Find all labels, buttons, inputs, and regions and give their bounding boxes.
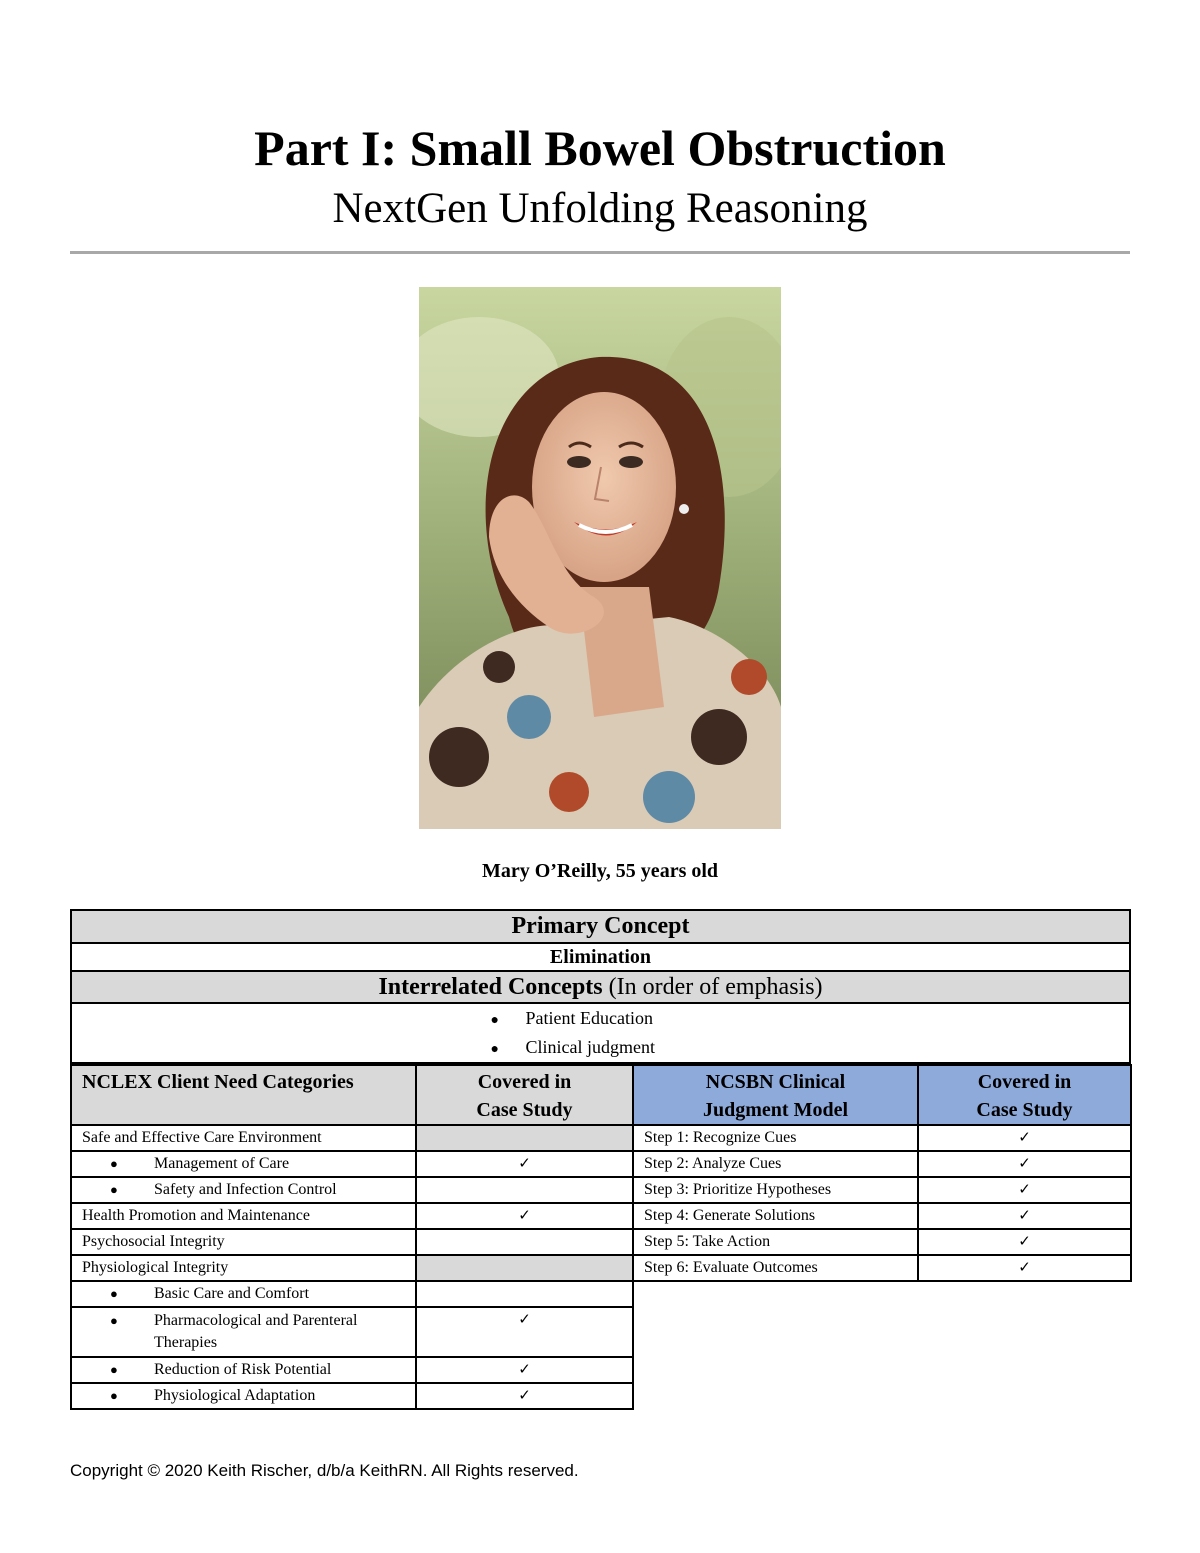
nclex-category-cell: Health Promotion and Maintenance	[71, 1203, 416, 1229]
nclex-category-cell: Psychosocial Integrity	[71, 1229, 416, 1255]
interrelated-label: Interrelated Concepts	[378, 974, 603, 1000]
empty-check-cell	[416, 1125, 633, 1151]
table-row	[71, 1281, 1131, 1307]
bullet-icon: ●	[110, 1313, 118, 1328]
table-row	[71, 1151, 1131, 1177]
table-row	[71, 1255, 1131, 1281]
ncsbn-step-cell: Step 6: Evaluate Outcomes	[633, 1255, 918, 1281]
nclex-category-cell: Physiological Integrity	[71, 1255, 416, 1281]
bullet-icon: ●	[110, 1286, 118, 1301]
nclex-category-cell: ● Safety and Infection Control	[71, 1177, 416, 1203]
nclex-category-cell: Safe and Effective Care Environment	[71, 1125, 416, 1151]
covered-header-a: Covered in Case Study	[416, 1065, 633, 1125]
empty-check-cell	[416, 1229, 633, 1255]
empty-cell	[633, 1307, 1131, 1357]
table-row	[71, 1177, 1131, 1203]
empty-check-cell	[416, 1177, 633, 1203]
ncsbn-step-cell: Step 5: Take Action	[633, 1229, 918, 1255]
interrelated-concepts-list	[71, 1003, 1130, 1063]
nclex-header: NCLEX Client Need Categories	[71, 1065, 416, 1125]
concept-table	[70, 909, 1131, 1064]
list-item: ● Clinical judgment	[491, 1033, 711, 1062]
title-divider	[70, 251, 1130, 254]
empty-check-cell	[416, 1255, 633, 1281]
list-item: ● Patient Education	[491, 1004, 711, 1033]
checkmark-icon: ✓	[416, 1203, 633, 1229]
checkmark-icon: ✓	[918, 1255, 1131, 1281]
bullet-icon: ●	[110, 1362, 118, 1377]
patient-photo	[419, 287, 781, 829]
ncsbn-step-cell: Step 1: Recognize Cues	[633, 1125, 918, 1151]
table-row	[71, 1203, 1131, 1229]
bullet-icon: ●	[110, 1388, 118, 1403]
empty-cell	[633, 1357, 1131, 1383]
checkmark-icon: ✓	[416, 1383, 633, 1409]
checkmark-icon: ✓	[918, 1151, 1131, 1177]
bullet-icon: ●	[110, 1182, 118, 1197]
ncsbn-step-cell: Step 4: Generate Solutions	[633, 1203, 918, 1229]
checkmark-icon: ✓	[416, 1357, 633, 1383]
photo-caption: Mary O’Reilly, 55 years old	[481, 860, 719, 882]
nclex-category-cell: ● Management of Care	[71, 1151, 416, 1177]
bullet-icon: ●	[490, 1042, 499, 1057]
interrelated-note: (In order of emphasis)	[608, 974, 823, 1000]
nclex-category-cell: ● Physiological Adaptation	[71, 1383, 416, 1409]
page-title: Part I: Small Bowel Obstruction	[254, 120, 946, 176]
table-row	[71, 1229, 1131, 1255]
covered-header-b: Covered in Case Study	[918, 1065, 1131, 1125]
bullet-icon: ●	[110, 1156, 118, 1171]
categories-table	[70, 1064, 1132, 1410]
interrelated-concepts-heading	[71, 971, 1130, 1003]
page-subtitle: NextGen Unfolding Reasoning	[332, 185, 868, 232]
table-row	[71, 1383, 1131, 1409]
bullet-icon: ●	[490, 1013, 499, 1028]
copyright-notice: Copyright © 2020 Keith Rischer, d/b/a KeithRN. All Rights reserved.	[70, 1461, 579, 1480]
empty-cell	[633, 1281, 1131, 1307]
empty-cell	[633, 1383, 1131, 1409]
checkmark-icon: ✓	[918, 1203, 1131, 1229]
checkmark-icon: ✓	[918, 1125, 1131, 1151]
table-row	[71, 1125, 1131, 1151]
checkmark-icon: ✓	[918, 1177, 1131, 1203]
nclex-category-cell: ● Reduction of Risk Potential	[71, 1357, 416, 1383]
table-row	[71, 1307, 1131, 1357]
checkmark-icon: ✓	[416, 1307, 633, 1357]
empty-check-cell	[416, 1281, 633, 1307]
checkmark-icon: ✓	[416, 1151, 633, 1177]
ncsbn-step-cell: Step 3: Prioritize Hypotheses	[633, 1177, 918, 1203]
table-row	[71, 1357, 1131, 1383]
checkmark-icon: ✓	[918, 1229, 1131, 1255]
ncsbn-step-cell: Step 2: Analyze Cues	[633, 1151, 918, 1177]
nclex-category-cell: ● Basic Care and Comfort	[71, 1281, 416, 1307]
ncsbn-header: NCSBN Clinical Judgment Model	[633, 1065, 918, 1125]
primary-concept-value: Elimination	[71, 943, 1130, 971]
primary-concept-heading: Primary Concept	[71, 910, 1130, 943]
nclex-category-cell: ● Pharmacological and Parenteral Therapies	[71, 1307, 416, 1357]
